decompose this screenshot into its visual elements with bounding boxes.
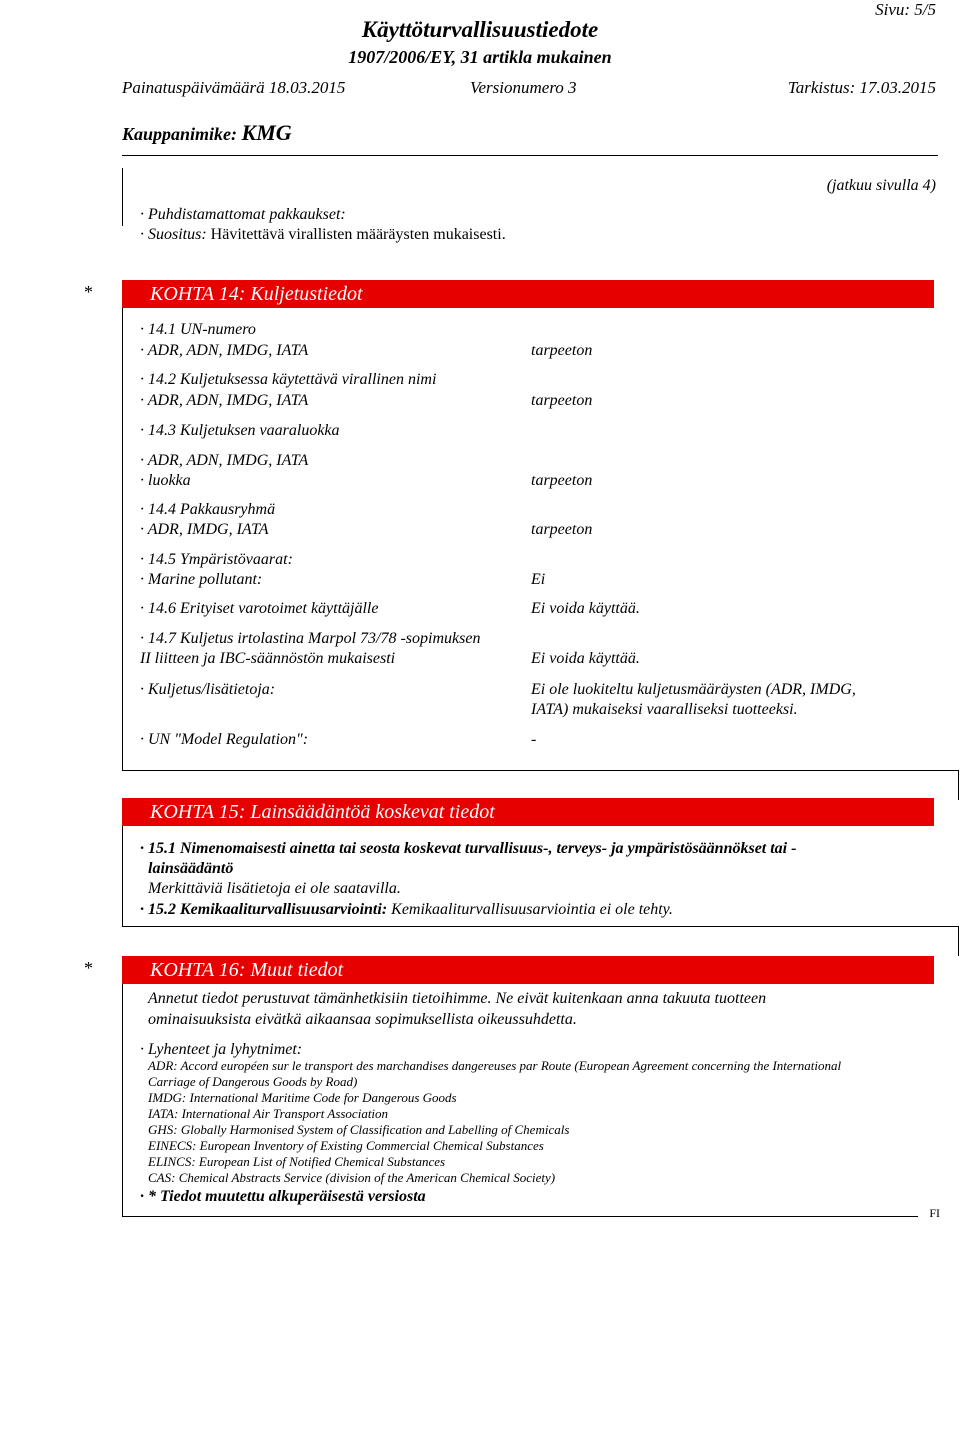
shipping-name-value: tarpeeton [531, 392, 593, 409]
language-code: FI [929, 1206, 940, 1220]
hazard-class-modes: · ADR, ADN, IMDG, IATA [140, 452, 309, 469]
abbreviation-line: ELINCS: European List of Notified Chemical Substances [148, 1154, 446, 1169]
un-number-modes: · ADR, ADN, IMDG, IATA [140, 342, 309, 359]
section13-bracket [122, 168, 123, 226]
section15-right-rule [958, 926, 959, 956]
section14-left-rule [122, 308, 123, 770]
recommendation [140, 226, 506, 244]
trade-name-label: Kauppanimike: [122, 124, 238, 144]
abbreviation-line: EINECS: European Inventory of Existing Commercial Chemical Substances [148, 1138, 544, 1153]
section15-left-rule [122, 826, 123, 926]
document-subtitle: 1907/2006/EY, 31 artikla mukainen [348, 47, 612, 67]
document-title: Käyttöturvallisuustiedote [361, 17, 599, 42]
recommendation-label: · Suositus: [140, 226, 207, 243]
regulation-item-2 [140, 901, 673, 919]
continued-from: (jatkuu sivulla 4) [826, 177, 936, 194]
regulation-item-1-line-2: lainsäädäntö [148, 860, 234, 877]
model-regulation-label: · UN "Model Regulation": [140, 731, 309, 748]
changed-note: · * Tiedot muutettu alkuperäisestä versiosta [140, 1188, 426, 1205]
section16-left-rule [122, 984, 123, 1216]
abbreviation-line: CAS: Chemical Abstracts Service (division of the American Chemical Society) [148, 1170, 556, 1185]
abbreviation-line: IATA: International Air Transport Association [148, 1106, 389, 1121]
trade-name-value: KMG [241, 120, 292, 145]
uncleaned-packaging-label: · Puhdistamattomat pakkaukset: [140, 206, 346, 223]
un-number-value: tarpeeton [531, 342, 593, 359]
changed-marker-14: * [84, 282, 93, 302]
un-number-label: · 14.1 UN-numero [140, 321, 256, 338]
bulk-transport-value: Ei voida käyttää. [531, 650, 640, 667]
environmental-hazards-label: · 14.5 Ympäristövaarat: [140, 551, 293, 568]
section16-bottom-rule [122, 1216, 918, 1217]
section-16-heading: KOHTA 16: Muut tiedot [122, 956, 934, 984]
regulation-item-1-line-1: · 15.1 Nimenomaisesti ainetta tai seosta koskevat turvallisuus-, terveys- ja ympäristösäännökset tai - [140, 840, 797, 857]
print-date: Painatuspäivämäärä 18.03.2015 [122, 78, 346, 97]
transport-additional-label: · Kuljetus/lisätietoja: [140, 681, 276, 698]
hazard-class-label: · 14.3 Kuljetuksen vaaraluokka [140, 422, 340, 439]
shipping-name-modes: · ADR, ADN, IMDG, IATA [140, 392, 309, 409]
recommendation-value: Hävitettävä virallisten määräysten mukaisesti. [210, 226, 506, 243]
abbreviation-line: Carriage of Dangerous Goods by Road) [148, 1074, 358, 1089]
section14-right-rule [958, 770, 959, 800]
revision-date: Tarkistus: 17.03.2015 [787, 78, 936, 97]
shipping-name-label: · 14.2 Kuljetuksessa käytettävä virallinen nimi [140, 371, 437, 388]
disclaimer-line-2: ominaisuuksista eivätkä aikaansaa sopimuksellista oikeussuhdetta. [148, 1011, 577, 1028]
abbreviation-line: ADR: Accord européen sur le transport des marchandises dangereuses par Route (European Agreement concerning the International [148, 1058, 842, 1073]
model-regulation-value: - [531, 731, 537, 748]
class-value: tarpeeton [531, 472, 593, 489]
packing-group-value: tarpeeton [531, 521, 593, 538]
changed-marker-16: * [84, 958, 93, 978]
regulation-item-1-value: Merkittäviä lisätietoja ei ole saatavilla. [148, 880, 401, 897]
section-14-heading: KOHTA 14: Kuljetustiedot [122, 280, 934, 308]
packing-group-label: · 14.4 Pakkausryhmä [140, 501, 276, 518]
regulation-item-2-label: · 15.2 Kemikaaliturvallisuusarviointi: [140, 901, 388, 918]
disclaimer-line-1: Annetut tiedot perustuvat tämänhetkisiin tietoihimme. Ne eivät kuitenkaan anna takuuta tuotteen [148, 990, 767, 1007]
section14-bottom-rule [122, 770, 958, 771]
section-15-heading: KOHTA 15: Lainsäädäntöä koskevat tiedot [122, 798, 934, 826]
transport-additional-value-2: IATA) mukaiseksi vaaralliseksi tuotteeksi. [531, 701, 798, 718]
special-precautions-label: · 14.6 Erityiset varotoimet käyttäjälle [140, 600, 379, 617]
marine-pollutant-label: · Marine pollutant: [140, 571, 263, 588]
bulk-transport-label-2: II liitteen ja IBC-säännöstön mukaisesti [140, 650, 396, 667]
marine-pollutant-value: Ei [531, 571, 546, 588]
transport-additional-value-1: Ei ole luokiteltu kuljetusmääräysten (ADR, IMDG, [531, 681, 856, 698]
abbreviation-line: IMDG: International Maritime Code for Dangerous Goods [148, 1090, 457, 1105]
section15-bottom-rule [122, 926, 958, 927]
class-label: · luokka [140, 472, 191, 489]
page-number: Sivu: 5/5 [875, 0, 936, 19]
abbreviation-line: GHS: Globally Harmonised System of Classification and Labelling of Chemicals [148, 1122, 570, 1137]
packing-group-modes: · ADR, IMDG, IATA [140, 521, 269, 538]
version-number: Versionumero 3 [470, 78, 577, 97]
trade-name [122, 120, 292, 146]
special-precautions-value: Ei voida käyttää. [531, 600, 640, 617]
header-divider [122, 155, 938, 156]
abbreviations-label: · Lyhenteet ja lyhytnimet: [140, 1041, 303, 1058]
bulk-transport-label-1: · 14.7 Kuljetus irtolastina Marpol 73/78 -sopimuksen [140, 630, 481, 647]
regulation-item-2-value: Kemikaaliturvallisuusarviointia ei ole tehty. [391, 901, 673, 918]
